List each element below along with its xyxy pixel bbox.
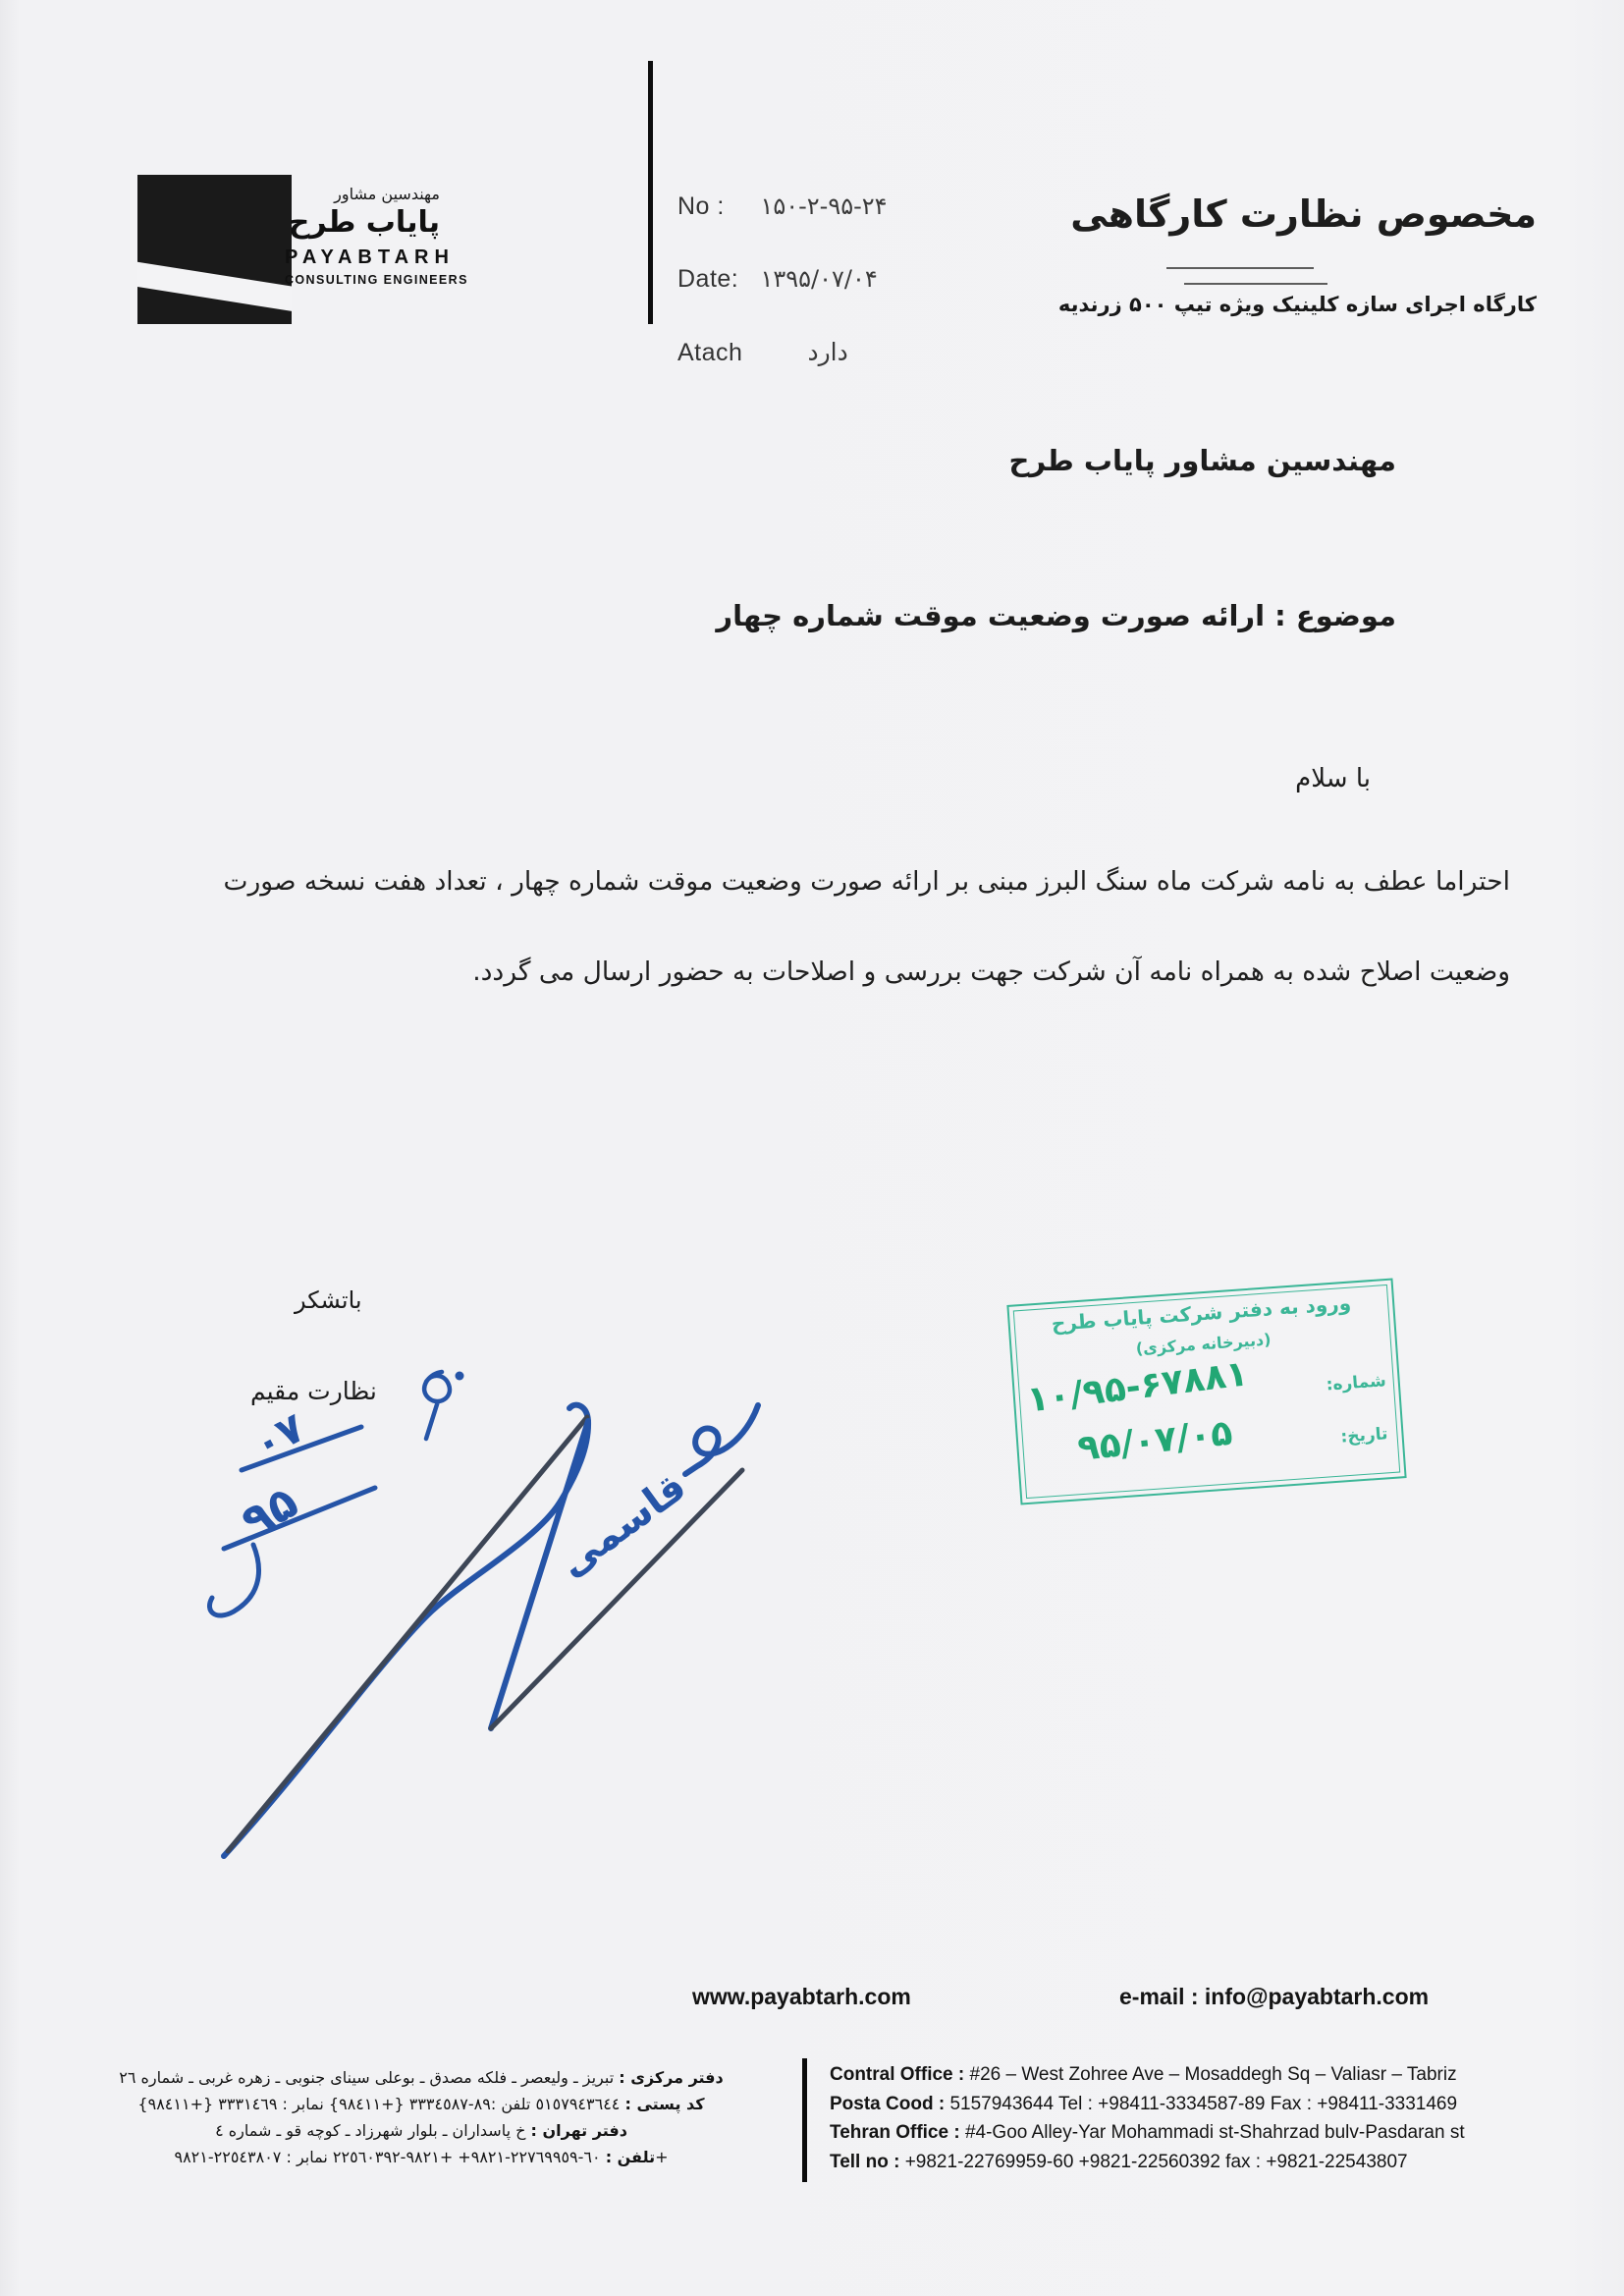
stamp-number-label: شماره: xyxy=(1326,1371,1387,1395)
supervision-title: مخصوص نظارت کارگاهی xyxy=(1070,192,1537,236)
letter-attachment-label: Atach xyxy=(677,339,743,366)
footer-fa-value-3: خ پاسداران ـ بلوار شهرزاد ـ کوچه قو ـ شماره ٤ xyxy=(215,2121,526,2140)
body-line-2: وضعیت اصلاح شده به همراه نامه آن شرکت جهت بررسی و اصلاحات به حضور ارسال می گردد. xyxy=(472,957,1510,987)
footer-fa-line-1 xyxy=(54,2064,788,2091)
footer-en-line-4 xyxy=(830,2148,1596,2177)
logo-stripe xyxy=(137,259,292,316)
footer-en-line-1 xyxy=(830,2060,1596,2090)
letter-number-value: ۱۵۰-۲-۹۵-۲۴ xyxy=(760,192,888,220)
header-divider-line xyxy=(648,61,653,324)
ink-dot xyxy=(456,1372,464,1381)
footer-fa-line-4 xyxy=(54,2144,788,2170)
footer-fa-value-2: ٥١٥٧٩٤٣٦٤٤ تلفن :٨٩-٣٣٣٤٥٨٧ {+٩٨٤١١} نمابر : ٣٣٣١٤٦٩ {+٩٨٤١١} xyxy=(137,2095,621,2113)
footer-en-label-1: Contral Office : xyxy=(830,2064,965,2085)
brand-name-en: PAYABTARH xyxy=(285,246,455,268)
letter-number-row xyxy=(677,192,888,221)
website-url: www.payabtarh.com xyxy=(692,1984,911,2009)
handwritten-signature xyxy=(147,1311,795,1881)
stamp-date-label: تاریخ: xyxy=(1339,1424,1389,1448)
addressee-line: مهندسین مشاور پایاب طرح xyxy=(1008,444,1396,477)
stamp-title: ورود به دفتر شرکت پایاب طرح xyxy=(1051,1290,1352,1336)
letter-attachment-row xyxy=(677,338,848,367)
brand-block xyxy=(285,185,468,287)
footer-fa-label-3: دفتر تهران : xyxy=(530,2121,627,2140)
footer-fa-value-4: ٦٠-٢٢٧٦٩٩٥٩-٩٨٢١+ +٩٨٢١-٢٢٥٦٠٣٩٢ نمابر : ٢٢٥٤٣٨٠٧-٩٨٢١+ xyxy=(174,2148,669,2166)
footer-fa-line-3 xyxy=(54,2117,788,2144)
entry-stamp xyxy=(1006,1279,1406,1505)
letter-date-value: ۱۳۹۵/۰۷/۰۴ xyxy=(760,265,878,293)
stamp-date-value: ۹۵/۰۷/۰۵ xyxy=(1075,1412,1235,1469)
closing-thanks: باتشکر xyxy=(295,1286,362,1314)
hand-signature-name: قاسمی xyxy=(550,1463,695,1587)
footer-english-address xyxy=(830,2060,1596,2176)
letter-number-label: No : xyxy=(677,192,725,220)
footer-fa-value-1: تبریز ـ ولیعصر ـ فلکه مصدق ـ بوعلی سینای جنوبی ـ زهره غربی ـ شماره ٢٦ xyxy=(119,2068,615,2087)
stamp-number-value: ۱۰/۹۵-۶۷۸۸۱ xyxy=(1024,1353,1251,1421)
footer-en-value-4: +9821-22769959-60 +9821-22560392 fax : +9821-22543807 xyxy=(904,2151,1408,2172)
salutation: با سلام xyxy=(1295,764,1371,793)
subject-line: موضوع : ارائه صورت وضعیت موقت شماره چهار xyxy=(716,599,1396,632)
hand-date-tail xyxy=(209,1545,258,1615)
email-address: info@payabtarh.com xyxy=(1204,1984,1430,2009)
brand-name-fa: پایاب طرح xyxy=(288,205,440,240)
brand-tagline-fa: مهندسین مشاور xyxy=(334,185,440,203)
signature-curl xyxy=(685,1405,758,1474)
brand-subtitle-en: CONSULTING ENGINEERS xyxy=(285,273,468,287)
signature-scribble xyxy=(424,1372,450,1439)
body-line-1: احتراما عطف به نامه شرکت ماه سنگ البرز مبنی بر ارائه صورت وضعیت موقت شماره چهار ، تعداد هفت نسخه صورت xyxy=(223,866,1510,897)
footer-fa-label-1: دفتر مرکزی : xyxy=(619,2068,724,2087)
hand-date-month: ۰۷ xyxy=(244,1402,312,1469)
footer-en-line-3 xyxy=(830,2118,1596,2148)
email-line xyxy=(1119,1984,1429,2010)
company-logo-icon xyxy=(137,175,292,324)
footer-en-label-3: Tehran Office : xyxy=(830,2122,960,2143)
hand-date-year: ۹۵ xyxy=(232,1474,307,1549)
letter-date-label: Date: xyxy=(677,265,739,293)
footer-en-value-3: #4-Goo Alley-Yar Mohammadi st-Shahrzad bulv-Pasdaran st xyxy=(964,2122,1465,2143)
footer-fa-line-2 xyxy=(54,2091,788,2117)
title-underline-2 xyxy=(1184,283,1327,285)
stamp-subtitle: (دبیرخانه مرکزی) xyxy=(1135,1330,1272,1358)
footer-divider-line xyxy=(802,2058,807,2182)
footer-en-label-2: Posta Cood : xyxy=(830,2093,946,2114)
footer-en-label-4: Tell no : xyxy=(830,2151,900,2172)
signer-title: نظارت مقیم xyxy=(250,1377,377,1405)
letter-attachment-value: دارد xyxy=(807,338,848,366)
footer-fa-label-2: کد پستی : xyxy=(624,2095,705,2113)
footer-persian-address xyxy=(54,2064,788,2170)
footer-en-value-1: #26 – West Zohree Ave – Mosaddegh Sq – Valiasr – Tabriz xyxy=(969,2064,1457,2085)
footer-en-line-2 xyxy=(830,2090,1596,2119)
footer-fa-label-4: تلفن : xyxy=(605,2148,656,2166)
project-subtitle: کارگاه اجرای سازه کلینیک ویژه تیپ ۵۰۰ زرندیه xyxy=(1057,293,1537,316)
email-label: e-mail : xyxy=(1119,1984,1199,2009)
footer-en-value-2: 5157943644 Tel : +98411-3334587-89 Fax : +98411-3331469 xyxy=(949,2093,1458,2114)
title-underline-1 xyxy=(1166,267,1314,269)
letter-date-row xyxy=(677,265,878,294)
